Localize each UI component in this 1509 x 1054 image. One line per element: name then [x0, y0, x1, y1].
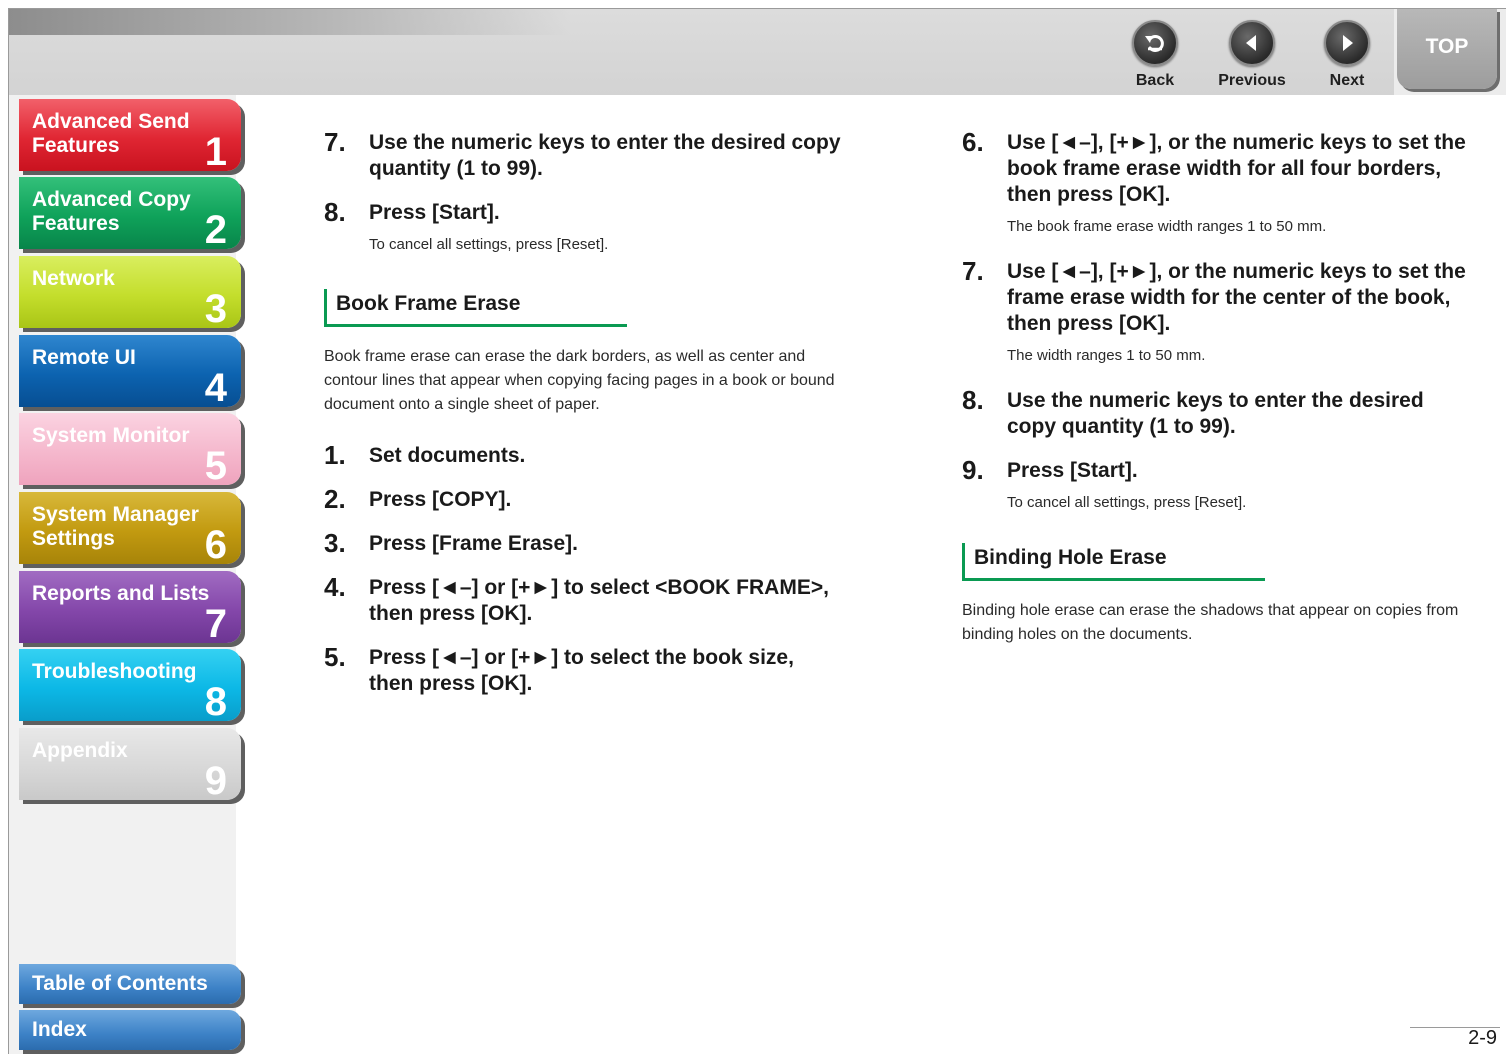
- section-title: Book Frame Erase: [336, 292, 521, 315]
- tab-label: Advanced Copy Features: [32, 188, 191, 235]
- step-number: 7.: [324, 127, 346, 157]
- step-item: [962, 127, 1472, 237]
- step-note: The book frame erase width ranges 1 to 50 mm.: [1007, 218, 1327, 235]
- right-column: [962, 127, 1472, 647]
- sidebar: [9, 95, 236, 1054]
- section-title: Binding Hole Erase: [974, 546, 1167, 569]
- sidebar-tab-reports-and-lists[interactable]: [19, 571, 241, 643]
- tab-number: 5: [204, 444, 227, 485]
- back-label: Back: [1135, 72, 1175, 89]
- step-number: 5.: [324, 642, 346, 672]
- step-number: 8.: [324, 197, 346, 227]
- step-note: To cancel all settings, press [Reset].: [369, 236, 609, 253]
- step-number: 2.: [324, 484, 346, 514]
- step-number: 4.: [324, 572, 346, 602]
- tab-number: 6: [204, 523, 227, 564]
- tab-label: Troubleshooting: [32, 660, 197, 683]
- sidebar-tab-network[interactable]: [19, 256, 241, 328]
- index-label: Index: [32, 1018, 87, 1041]
- step-number: 8.: [962, 385, 984, 415]
- section-heading-book-frame-erase: [324, 289, 844, 327]
- step-note: The width ranges 1 to 50 mm.: [1007, 347, 1206, 364]
- next-icon: [1324, 20, 1370, 66]
- section-underline: [327, 324, 627, 327]
- previous-label: Previous: [1218, 72, 1286, 89]
- next-button[interactable]: [1302, 20, 1392, 92]
- step-item: [962, 256, 1472, 366]
- step-number: 7.: [962, 256, 984, 286]
- step-text: Set documents.: [369, 444, 526, 467]
- step-text: Use [◄–], [+►], or the numeric keys to set the frame erase width for the center of the book, then press [OK].: [1007, 260, 1466, 335]
- step-number: 6.: [962, 127, 984, 157]
- table-of-contents-button[interactable]: [19, 964, 241, 1004]
- left-column: [324, 127, 844, 697]
- previous-button[interactable]: [1207, 20, 1297, 92]
- step-item: [962, 385, 1472, 440]
- step-text: Press [COPY].: [369, 488, 512, 511]
- section-description: Book frame erase can erase the dark borders, as well as center and contour lines that appear when copying facing pages in a book or bound document onto a single sheet of paper.: [324, 348, 835, 413]
- tab-number: 9: [204, 759, 227, 800]
- sidebar-tab-system-monitor[interactable]: [19, 413, 241, 485]
- tab-label: Network: [32, 267, 115, 290]
- step-text: Use the numeric keys to enter the desired copy quantity (1 to 99).: [369, 131, 841, 180]
- next-label: Next: [1329, 72, 1365, 89]
- top-label: TOP: [1425, 35, 1469, 58]
- section-underline: [965, 578, 1265, 581]
- section-description: Binding hole erase can erase the shadows that appear on copies from binding holes on the documents.: [962, 602, 1459, 643]
- back-button[interactable]: [1110, 20, 1200, 92]
- step-item: [324, 484, 844, 514]
- sidebar-tab-advanced-send[interactable]: [19, 99, 241, 171]
- tab-label: System Manager Settings: [32, 503, 199, 550]
- back-icon: [1132, 20, 1178, 66]
- index-button[interactable]: [19, 1010, 241, 1050]
- tab-number: 2: [204, 208, 227, 249]
- tab-label: Appendix: [32, 739, 128, 762]
- step-text: Press [◄–] or [+►] to select the book size, then press [OK].: [369, 646, 794, 695]
- step-text: Use [◄–], [+►], or the numeric keys to set the book frame erase width for all four borders, then press [OK].: [1007, 131, 1466, 206]
- step-number: 9.: [962, 455, 984, 485]
- tab-label: Remote UI: [32, 346, 136, 369]
- tab-label: System Monitor: [32, 424, 190, 447]
- page-number: 2-9: [1468, 1027, 1497, 1049]
- top-button[interactable]: [1397, 9, 1497, 89]
- step-text: Press [Start].: [1007, 459, 1138, 482]
- tab-label: Advanced Send Features: [32, 110, 190, 157]
- step-note: To cancel all settings, press [Reset].: [1007, 494, 1247, 511]
- step-item: [324, 127, 844, 182]
- sidebar-tab-appendix[interactable]: [19, 728, 241, 800]
- sidebar-tab-advanced-copy[interactable]: [19, 177, 241, 249]
- tab-label: Reports and Lists: [32, 582, 210, 605]
- tab-number: 4: [204, 366, 227, 407]
- step-text: Press [◄–] or [+►] to select <BOOK FRAME>, then press [OK].: [369, 576, 829, 625]
- table-of-contents-label: Table of Contents: [32, 972, 208, 995]
- sidebar-tab-remote-ui[interactable]: [19, 335, 241, 407]
- previous-icon: [1229, 20, 1275, 66]
- step-item: [324, 642, 844, 697]
- tab-number: 7: [204, 602, 227, 643]
- step-text: Press [Start].: [369, 201, 500, 224]
- step-item: [324, 197, 844, 255]
- step-item: [324, 528, 844, 558]
- step-number: 1.: [324, 440, 346, 470]
- sidebar-tab-system-manager-settings[interactable]: [19, 492, 241, 564]
- sidebar-tab-troubleshooting[interactable]: [19, 649, 241, 721]
- step-text: Use the numeric keys to enter the desired copy quantity (1 to 99).: [1007, 389, 1424, 438]
- section-heading-binding-hole-erase: [962, 543, 1472, 581]
- step-item: [962, 455, 1472, 513]
- tab-number: 8: [204, 680, 227, 721]
- step-item: [324, 440, 844, 470]
- step-text: Press [Frame Erase].: [369, 532, 578, 555]
- tab-number: 3: [204, 287, 227, 328]
- tab-number: 1: [204, 130, 227, 171]
- step-number: 3.: [324, 528, 346, 558]
- step-item: [324, 572, 844, 627]
